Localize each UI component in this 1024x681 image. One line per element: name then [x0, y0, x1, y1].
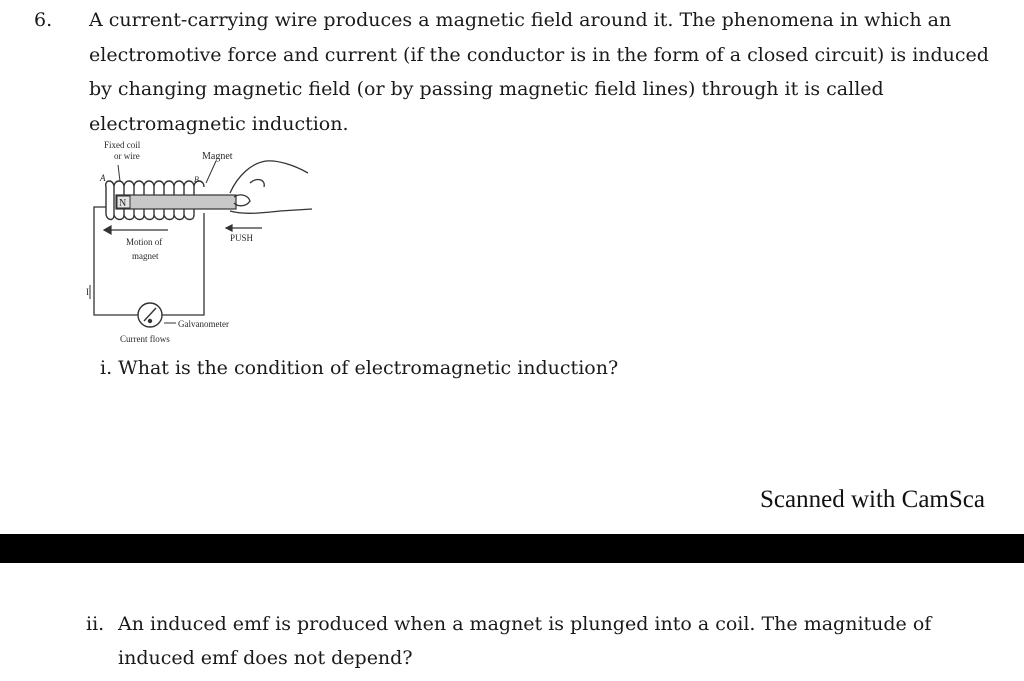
label-motion-of: Motion of: [126, 237, 163, 247]
label-fixed-coil: Fixed coil: [104, 140, 141, 150]
label-magnet: Magnet: [202, 151, 233, 162]
label-b: B: [194, 175, 199, 184]
sub-question-2-number: ii.: [86, 613, 105, 635]
sub-question-2-text: An induced emf is produced when a magnet is plunged into a coil. The magnitude of induced emf does not depend?: [118, 613, 932, 669]
electromagnetic-induction-diagram: [80, 135, 340, 350]
push-arrow: [226, 225, 262, 231]
sub-question-1: [100, 351, 618, 385]
hand-sketch: [230, 161, 312, 213]
label-n: N: [119, 198, 127, 209]
label-magnet-word: magnet: [132, 251, 159, 261]
sub-question-1-text: What is the condition of electromagnetic induction?: [118, 357, 619, 379]
question-stem: A current-carrying wire produces a magnetic field around it. The phenomena in which an electromotive force and current (if the conductor is in the form of a closed circuit) is induced by changing magnetic field (or by passing magnetic field lines) through it is called electromagnetic induction.: [89, 9, 989, 135]
sub-question-1-number: i.: [100, 357, 113, 379]
motion-arrow: [104, 226, 168, 234]
label-current-flows: Current flows: [120, 334, 170, 344]
label-current-i: I: [86, 287, 89, 297]
question-number: 6.: [34, 9, 53, 31]
scanner-watermark: Scanned with CamSca: [760, 486, 985, 513]
label-push: PUSH: [230, 233, 254, 243]
label-galvanometer: Galvanometer: [178, 319, 229, 329]
bar-magnet: [116, 195, 236, 209]
galvanometer: [138, 303, 162, 327]
label-a: A: [100, 173, 106, 183]
circuit-wires: [94, 207, 204, 315]
label-or-wire: or wire: [114, 151, 140, 161]
scan-black-bar: [0, 534, 1024, 563]
